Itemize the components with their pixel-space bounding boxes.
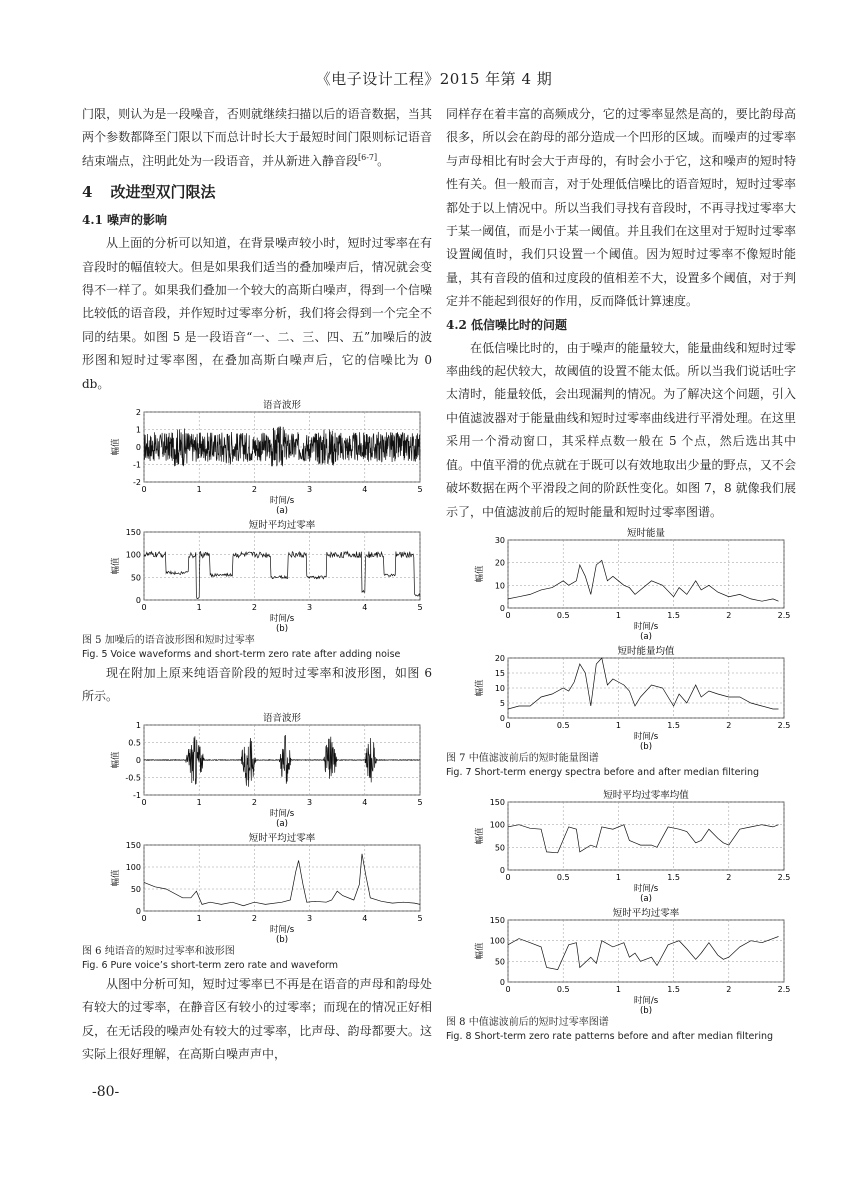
y-tick-label: 150: [489, 915, 505, 925]
y-tick-label: -0.5: [125, 773, 141, 783]
subfigure-label: (a): [276, 818, 288, 829]
subfigure-label: (b): [639, 741, 653, 752]
y-tick-label: 2: [135, 408, 141, 418]
x-tick-label: 5: [417, 603, 423, 613]
figure-caption-en: Fig. 7 Short-term energy spectra before and after median filtering: [446, 766, 760, 778]
x-tick-label: 0.5: [556, 610, 570, 620]
x-tick-label: 2: [251, 603, 257, 613]
y-tick-label: 0: [499, 713, 505, 723]
series-line: [144, 552, 420, 599]
y-tick-label: 100: [489, 936, 505, 946]
x-tick-label: 1: [196, 913, 202, 923]
x-tick-label: 0: [141, 913, 147, 923]
plot-frame: [508, 802, 784, 870]
figure-caption: 图 6 纯语音的短时过零率和波形图: [82, 945, 235, 957]
y-tick-label: 0: [499, 977, 505, 987]
figure-caption-en: Fig. 5 Voice waveforms and short-term zero rate after adding noise: [82, 649, 401, 661]
x-axis-label: 时间/s: [633, 621, 659, 632]
y-tick-label: 0: [135, 596, 141, 606]
paragraph: 从上面的分析可以知道，在背景噪声较小时，短时过零率在有音段时的幅值较大。但是如果我们适当的叠加噪声后，情况就会变得不一样了。如果我们叠加一个较大的高斯白噪声，得到一个信噪比较低的语音段，并作短时过零率分析，我们将会得到一个完全不同的结果。如图 5 是一段语音“一、二、三、四、五”加噪后的波形图和短时过零率图，在叠加高斯白噪声后，它的信噪比为 0 db。: [82, 236, 432, 391]
y-tick-label: 100: [125, 550, 141, 560]
x-tick-label: 2: [251, 485, 257, 495]
x-tick-label: 3: [307, 797, 313, 807]
x-tick-label: 1: [615, 720, 621, 730]
x-tick-label: 0: [141, 485, 147, 495]
x-tick-label: 2: [251, 797, 257, 807]
x-tick-label: 3: [307, 913, 313, 923]
x-tick-label: 4: [362, 485, 368, 495]
x-tick-label: 1.5: [667, 720, 680, 730]
x-tick-label: 0: [505, 872, 511, 882]
x-axis-label: 时间/s: [633, 883, 659, 894]
x-tick-label: 2: [726, 720, 732, 730]
x-tick-label: 2.5: [777, 984, 791, 994]
subfigure-label: (a): [640, 631, 652, 642]
y-axis-label: 幅值: [475, 679, 485, 697]
y-axis-label: 幅值: [475, 827, 485, 845]
x-axis-label: 时间/s: [269, 808, 295, 819]
subfigure-label: (a): [640, 893, 652, 904]
x-tick-label: 1: [615, 984, 621, 994]
figure-7a-chart: [446, 524, 796, 642]
subfigure-label: (a): [276, 506, 288, 517]
x-tick-label: 5: [417, 797, 423, 807]
plot-frame: [144, 845, 420, 911]
x-axis-label: 时间/s: [269, 924, 295, 935]
page-number: -80-: [92, 1084, 120, 1100]
chart-title: 短时平均过零率: [612, 907, 680, 919]
x-tick-label: 1: [196, 485, 202, 495]
x-tick-label: 1.5: [667, 872, 680, 882]
y-tick-label: 50: [494, 843, 505, 853]
y-axis-label: 幅值: [111, 751, 121, 769]
figure-caption-en: Fig. 6 Pure voice’s short-term zero rate and waveform: [82, 959, 339, 971]
plot-frame: [144, 532, 420, 600]
series-line: [508, 825, 779, 853]
y-tick-label: 15: [494, 668, 505, 678]
chart-title: 短时平均过零率: [248, 520, 316, 532]
x-tick-label: 0.5: [556, 984, 570, 994]
x-tick-label: 0: [141, 797, 147, 807]
y-axis-label: 幅值: [111, 557, 121, 575]
series-line: [144, 427, 420, 466]
x-axis-label: 时间/s: [269, 496, 295, 507]
subfigure-label: (b): [639, 1005, 653, 1016]
series-line: [144, 735, 420, 787]
y-axis-label: 幅值: [475, 942, 485, 960]
y-tick-label: 50: [130, 573, 141, 583]
chart-title: 短时平均过零率均值: [603, 789, 689, 801]
y-tick-label: 10: [494, 581, 505, 591]
y-tick-label: 5: [499, 698, 505, 708]
figure-5a-chart: [82, 396, 432, 516]
y-tick-label: 0: [499, 865, 505, 875]
chart-title: 语音波形: [262, 400, 302, 412]
chart-title: 短时能量均值: [617, 645, 675, 657]
y-tick-label: 0.5: [128, 738, 141, 748]
chart-title: 短时能量: [626, 527, 666, 539]
series-line: [508, 936, 779, 969]
y-axis-label: 幅值: [111, 869, 121, 887]
figure-6b-chart: [82, 829, 432, 945]
y-tick-label: 0: [135, 443, 141, 453]
y-tick-label: -1: [133, 460, 141, 470]
x-axis-label: 时间/s: [633, 731, 659, 742]
figure-8b-chart: [446, 904, 796, 1016]
x-tick-label: 1.5: [667, 984, 680, 994]
x-tick-label: 2: [726, 872, 732, 882]
x-tick-label: 1: [196, 603, 202, 613]
x-tick-label: 2.5: [777, 720, 791, 730]
y-tick-label: 0: [135, 906, 141, 916]
y-tick-label: -2: [133, 478, 141, 488]
figure-caption: 图 5 加噪后的语音波形图和短时过零率: [82, 635, 255, 647]
x-tick-label: 2: [726, 984, 732, 994]
x-tick-label: 4: [362, 603, 368, 613]
left-column: [82, 103, 432, 1067]
y-tick-label: 100: [125, 862, 141, 872]
y-tick-label: 150: [125, 840, 141, 850]
journal-header: 《电子设计工程》2015 年第 4 期: [315, 70, 553, 88]
subsection-heading: 4.2 低信噪比时的问题: [446, 317, 568, 332]
figure-caption: 图 8 中值滤波前后的短时过零率图谱: [446, 1016, 609, 1028]
x-tick-label: 2: [726, 610, 732, 620]
x-tick-label: 2.5: [777, 610, 791, 620]
y-tick-label: 0: [499, 603, 505, 613]
x-tick-label: 1: [615, 610, 621, 620]
x-tick-label: 5: [417, 913, 423, 923]
x-tick-label: 1.5: [667, 610, 680, 620]
y-tick-label: 0: [135, 755, 141, 765]
series-line: [508, 560, 779, 601]
x-tick-label: 5: [417, 485, 423, 495]
series-line: [144, 854, 420, 906]
paragraph: 现在附加上原来纯语音阶段的短时过零率和波形图，如图 6 所示。: [82, 666, 432, 704]
paragraph: 从图中分析可知，短时过零率已不再是在语音的声母和韵母处有较大的过零率，在静音区有较小的过零率；而现在的情况正好相反，在无话段的噪声处有较大的过零率，比声母、韵母都要大。这实际上很好理解，在高斯白噪声声中，: [82, 976, 432, 1062]
right-column: [446, 103, 796, 1044]
chart-title: 语音波形: [262, 712, 302, 724]
x-tick-label: 0: [505, 720, 511, 730]
series-line: [508, 658, 779, 709]
figure-8a-chart: [446, 786, 796, 904]
y-tick-label: 150: [125, 528, 141, 538]
y-axis-label: 幅值: [111, 438, 121, 456]
x-tick-label: 1: [615, 872, 621, 882]
section-heading: 4 改进型双门限法: [82, 183, 216, 202]
x-tick-label: 2: [251, 913, 257, 923]
x-tick-label: 0: [505, 984, 511, 994]
y-tick-label: 150: [489, 797, 505, 807]
plot-frame: [508, 920, 784, 982]
y-tick-label: 50: [494, 957, 505, 967]
y-tick-label: -1: [133, 790, 141, 800]
x-tick-label: 3: [307, 485, 313, 495]
figure-caption-en: Fig. 8 Short-term zero rate patterns before and after median filtering: [446, 1030, 774, 1042]
x-axis-label: 时间/s: [269, 614, 295, 625]
y-tick-label: 50: [130, 884, 141, 894]
figure-7b-chart: [446, 642, 796, 752]
paragraph: 同样存在着丰富的高频成分，它的过零率显然是高的，要比韵母高很多，所以会在韵母的部分造成一个凹形的区域。而噪声的过零率与声母相比有时会大于声母的，有时会小于它，这和噪声的短时特性有关。但一般而言，对于处理低信噪比的语音短时，短时过零率都处于以上情况中。所以当我们寻找有音段时，不再寻找过零率大于某一阈值，而是小于某一阈值。并且我们在这里对于短时过零率设置阈值时，我们只设置一个阈值。因为短时过零率不像短时能量，其有音段的值和过度段的值相差不大，设置多个阈值，对于判定并不能起到很好的作用，反而降低计算速度。: [446, 107, 796, 309]
x-tick-label: 0.5: [556, 720, 570, 730]
paragraph: 在低信噪比时的，由于噪声的能量较大，能量曲线和短时过零率曲线的起伏较大，故阈值的设置不能太低。所以当我们说话吐字太清时，能量较低，会出现漏判的情况。为了解决这个问题，引入中值滤波器对于能量曲线和短时过零率曲线进行平滑处理。在这里采用一个滑动窗口，其采样点数一般在 5 个点，然后选出其中值。中值平滑的优点就在于既可以有效地取出少量的野点，又不会破坏数据在两个平滑段之间的阶跃性变化。如图 7，8 就像我们展示了，中值滤波前后的短时能量和短时过零率图谱。: [446, 340, 796, 519]
y-axis-label: 幅值: [475, 565, 485, 583]
x-tick-label: 1: [196, 797, 202, 807]
x-tick-label: 0: [505, 610, 511, 620]
x-tick-label: 0: [141, 603, 147, 613]
paragraph: 门限，则认为是一段噪音，否则就继续扫描以后的语音数据，当其两个参数都降至门限以下而总计时长大于最短时间门限则标记语音结束端点，注明此处为一段语音，并从新进入静音段[6-7]。: [82, 107, 432, 168]
y-tick-label: 100: [489, 820, 505, 830]
figure-6a-chart: [82, 709, 432, 829]
x-tick-label: 4: [362, 913, 368, 923]
subfigure-label: (b): [275, 934, 289, 945]
y-tick-label: 20: [494, 653, 505, 663]
plot-frame: [508, 540, 784, 608]
x-axis-label: 时间/s: [633, 995, 659, 1006]
figure-5b-chart: [82, 516, 432, 634]
subfigure-label: (b): [275, 624, 289, 635]
chart-title: 短时平均过零率: [248, 832, 316, 844]
x-tick-label: 0.5: [556, 872, 570, 882]
x-tick-label: 4: [362, 797, 368, 807]
x-tick-label: 3: [307, 603, 313, 613]
y-tick-label: 1: [135, 720, 141, 730]
y-tick-label: 1: [135, 425, 141, 435]
subsection-heading: 4.1 噪声的影响: [82, 213, 168, 228]
figure-caption: 图 7 中值滤波前后的短时能量图谱: [446, 752, 599, 764]
y-tick-label: 10: [494, 683, 505, 693]
y-tick-label: 30: [494, 535, 505, 545]
y-tick-label: 20: [494, 558, 505, 568]
x-tick-label: 2.5: [777, 872, 791, 882]
